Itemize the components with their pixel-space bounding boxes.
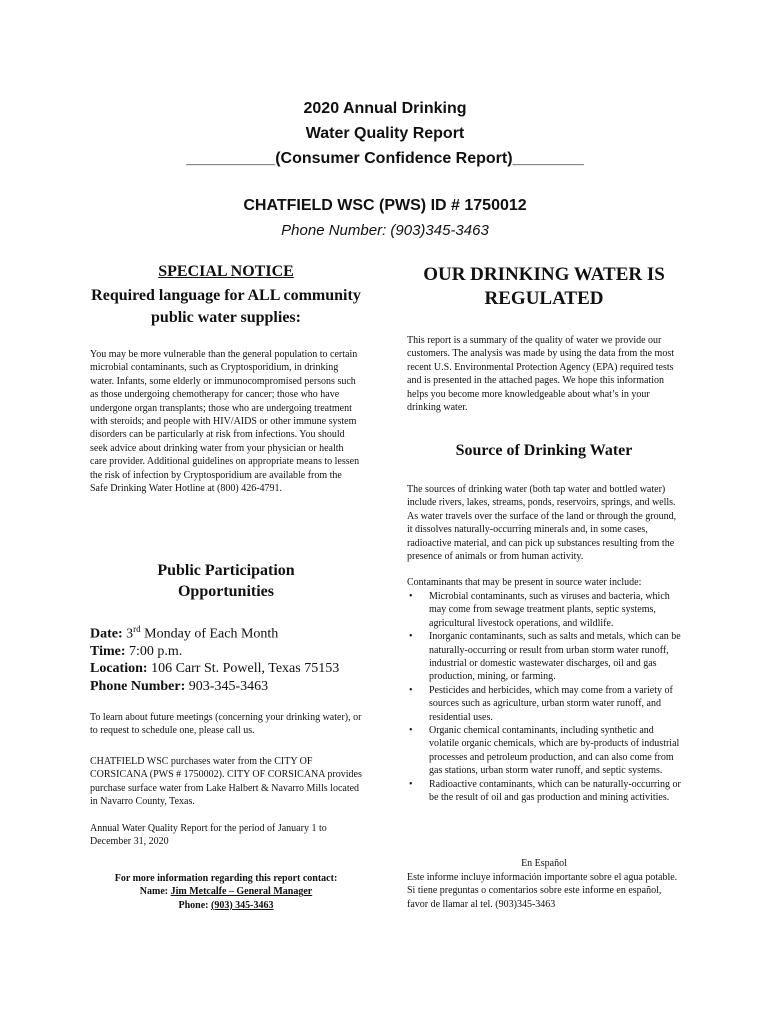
contaminants-list bbox=[407, 590, 681, 805]
source-heading: Source of Drinking Water bbox=[455, 442, 633, 459]
list-item bbox=[407, 630, 681, 684]
purchase-text: CHATFIELD WSC purchases water from the CITY OF CORSICANA (PWS # 1750002). CITY OF CORSICANA provides purchase surface water from Lake Halbert & Navarro Mills located in Navarro County, Texas. bbox=[90, 756, 362, 808]
date-rest: Monday of Each Month bbox=[140, 626, 279, 642]
bullet-icon: • bbox=[409, 725, 413, 737]
date-label: Date: bbox=[90, 626, 123, 642]
list-item bbox=[407, 590, 681, 630]
report-period: Annual Water Quality Report for the period of January 1 to December 31, 2020 bbox=[90, 823, 327, 848]
contaminant-text: Radioactive contaminants, which can be naturally-occurring or be the result of oil and gas production and mining activities. bbox=[429, 778, 681, 804]
time-value: 7:00 p.m. bbox=[125, 644, 183, 660]
spanish-heading: En Español bbox=[521, 858, 567, 869]
contact-phone bbox=[84, 899, 368, 912]
phone-value: 903-345-3463 bbox=[185, 678, 269, 694]
contact-phone-value: (903) 345-3463 bbox=[211, 899, 274, 911]
time-label: Time: bbox=[90, 644, 126, 660]
list-item bbox=[407, 724, 681, 778]
contact-phone-label: Phone: bbox=[178, 899, 211, 911]
source-body: The sources of drinking water (both tap water and bottled water) include rivers, lakes, streams, ponds, reservoirs, springs, and wells. As water travels over the surface of the land or through the ground, it dissolves naturally-occurring minerals and, in some cases, radioactive material, and can pick up substances resulting from the presence of animals or from human activity. bbox=[407, 484, 677, 563]
meeting-location bbox=[90, 660, 362, 677]
title-line-1: 2020 Annual Drinking bbox=[303, 100, 467, 117]
system-id: CHATFIELD WSC (PWS) ID # 1750012 bbox=[243, 197, 527, 214]
contact-name-value: Jim Metcalfe – General Manager bbox=[170, 886, 313, 898]
special-notice-body: You may be more vulnerable than the general population to certain microbial contaminants, such as Cryptosporidium, in drinking water. Infants, some elderly or immunocompromised persons such as those undergoing chemotherapy for cancer; those who have undergone organ transplants; those who are undergoing treatment with steroids; and people with HIV/AIDS or other immune system disorders can be particularly at risk from infections. You should seek advice about drinking water from your physician or health care provider. Additional guidelines on appropriate means to lessen the risk of infection by Cryptosporidium are available from the Safe Drinking Water Hotline at (800) 426-4791. bbox=[90, 349, 360, 495]
meetings-text: To learn about future meetings (concerning your drinking water), or to request to schedule one, please call us. bbox=[90, 712, 362, 737]
contaminant-text: Pesticides and herbicides, which may come from a variety of sources such as agriculture, urban storm water runoff, and residential uses. bbox=[429, 684, 673, 723]
meeting-phone bbox=[90, 678, 362, 695]
contaminants-intro: Contaminants that may be present in source water include: bbox=[407, 577, 642, 588]
regulated-heading: OUR DRINKING WATER IS REGULATED bbox=[423, 264, 665, 309]
meeting-info bbox=[90, 621, 362, 695]
contact-name bbox=[84, 885, 368, 898]
report-title bbox=[0, 96, 770, 171]
meeting-time bbox=[90, 643, 362, 660]
contact-intro: For more information regarding this report contact: bbox=[114, 873, 338, 884]
bullet-icon: • bbox=[409, 684, 413, 696]
participation-heading: Public Participation Opportunities bbox=[157, 562, 295, 600]
header-phone: Phone Number: (903)345-3463 bbox=[281, 222, 489, 239]
contact-name-label: Name: bbox=[139, 886, 171, 898]
date-num: 3 bbox=[126, 626, 134, 642]
meeting-date bbox=[90, 621, 362, 643]
contaminant-text: Organic chemical contaminants, including synthetic and volatile organic chemicals, which are by-products of industrial processes and petroleum production, and can also come from gas stations, urban storm water runoff, and septic systems. bbox=[429, 725, 680, 777]
bullet-icon: • bbox=[409, 591, 413, 602]
list-item bbox=[407, 684, 681, 724]
date-sup: rd bbox=[133, 624, 141, 634]
contact-block bbox=[84, 872, 368, 912]
bullet-icon: • bbox=[409, 631, 413, 643]
list-item bbox=[407, 778, 681, 805]
special-notice-title: SPECIAL NOTICE bbox=[158, 263, 294, 280]
title-line-3: __________(Consumer Confidence Report)________ bbox=[186, 150, 584, 167]
special-notice-subtitle: Required language for ALL community public water supplies: bbox=[91, 287, 361, 326]
contaminant-text: Microbial contaminants, such as viruses and bacteria, which may come from sewage treatment plants, septic systems, agricultural livestock operations, and wildlife. bbox=[429, 591, 670, 629]
location-label: Location: bbox=[90, 661, 148, 677]
regulated-body: This report is a summary of the quality of water we provide our customers. The analysis was made by using the data from the most recent U.S. Environmental Protection Agency (EPA) required tests and is presented in the attached pages. We hope this information helps you become more knowledgeable about what’s in your drinking water. bbox=[407, 335, 674, 414]
spanish-body: Este informe incluye información importante sobre el agua potable. Si tiene preguntas o comentarios sobre este informe en español, favor de llamar al tel. (903)345-3463 bbox=[407, 872, 678, 910]
phone-label: Phone Number: bbox=[90, 678, 186, 694]
location-value: 106 Carr St. Powell, Texas 75153 bbox=[147, 661, 340, 677]
contaminant-text: Inorganic contaminants, such as salts and metals, which can be naturally-occurring or result from urban storm water runoff, industrial or domestic wastewater discharges, oil and gas production, mining, or farming. bbox=[429, 631, 681, 683]
title-line-2: Water Quality Report bbox=[305, 125, 465, 142]
bullet-icon: • bbox=[409, 778, 413, 790]
